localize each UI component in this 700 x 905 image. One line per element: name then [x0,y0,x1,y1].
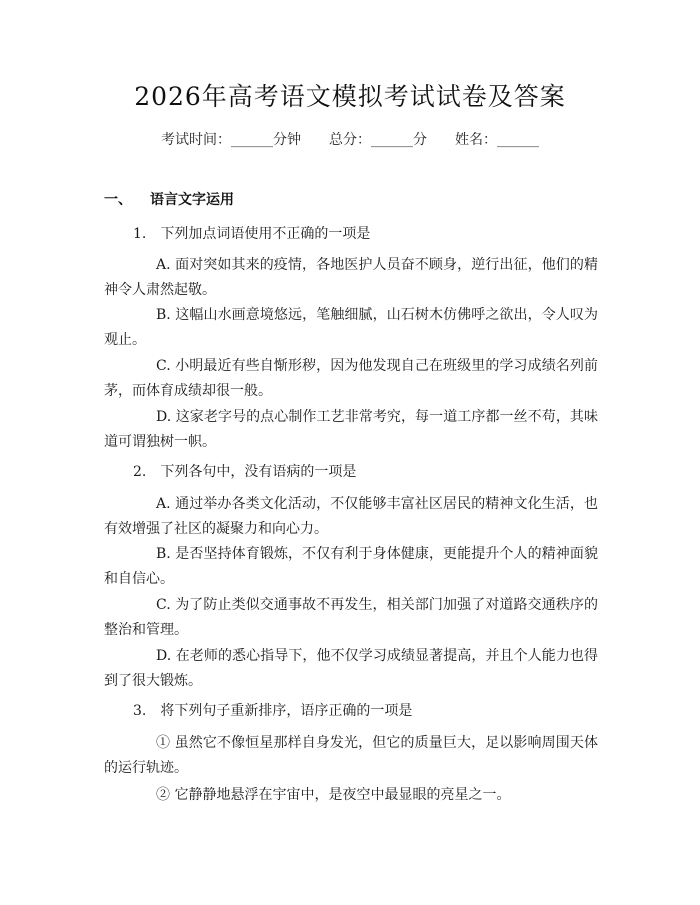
option-text: D. 这家老字号的点心制作工艺非常考究，每一道工序都一丝不苟，其味道可谓独树一帜。 [104,409,598,450]
question-stem [133,224,370,244]
exam-meta-line [0,130,700,150]
question-number: 3. [133,703,147,719]
option-text: A. 面对突如其来的疫情，各地医护人员奋不顾身，逆行出征，他们的精神令人肃然起敬。 [104,257,598,298]
question-stem [133,701,412,721]
option-text: B. 是否坚持体育锻炼，不仅有利于身体健康，更能提升个人的精神面貌和自信心。 [104,546,598,587]
question-text: 将下列句子重新排序，语序正确的一项是 [160,703,413,719]
name-blank: ______ [497,132,539,148]
option-text: ② 它静静地悬浮在宇宙中，是夜空中最显眼的亮星之一。 [156,787,511,803]
question-stem [133,462,356,482]
question-text: 下列加点词语使用不正确的一项是 [160,226,371,242]
score-unit: 分 [413,132,427,148]
section-number: 一、 [104,192,132,208]
time-label: 考试时间： [161,132,231,148]
option-text: D. 在老师的悉心指导下，他不仅学习成绩显著提高，并且个人能力也得到了很大锻炼。 [104,648,598,689]
option-text: A. 通过举办各类文化活动，不仅能够丰富社区居民的精神文化生活，也有效增强了社区的凝聚力和向心力。 [104,496,598,537]
question-number: 2. [133,464,147,480]
option-text: C. 小明最近有些自惭形秽，因为他发现自己在班级里的学习成绩名列前茅，而体育成绩却很一般。 [104,358,598,399]
score-label: 总分： [329,132,371,148]
option-text: C. 为了防止类似交通事故不再发生，相关部门加强了对道路交通秩序的整治和管理。 [104,597,598,638]
section-heading [104,190,234,210]
option-text: ① 虽然它不像恒星那样自身发光，但它的质量巨大，足以影响周围天体的运行轨迹。 [104,735,598,776]
section-title: 语言文字运用 [150,192,234,208]
option-text: B. 这幅山水画意境悠远，笔触细腻，山石树木仿佛呼之欲出，令人叹为观止。 [104,307,598,348]
name-label: 姓名： [455,132,497,148]
time-unit: 分钟 [273,132,301,148]
question-number: 1. [133,226,147,242]
time-blank: ______ [231,132,273,148]
question-text: 下列各句中，没有语病的一项是 [160,464,357,480]
score-blank: ______ [371,132,413,148]
exam-title: 2026年高考语文模拟考试试卷及答案 [134,82,566,111]
